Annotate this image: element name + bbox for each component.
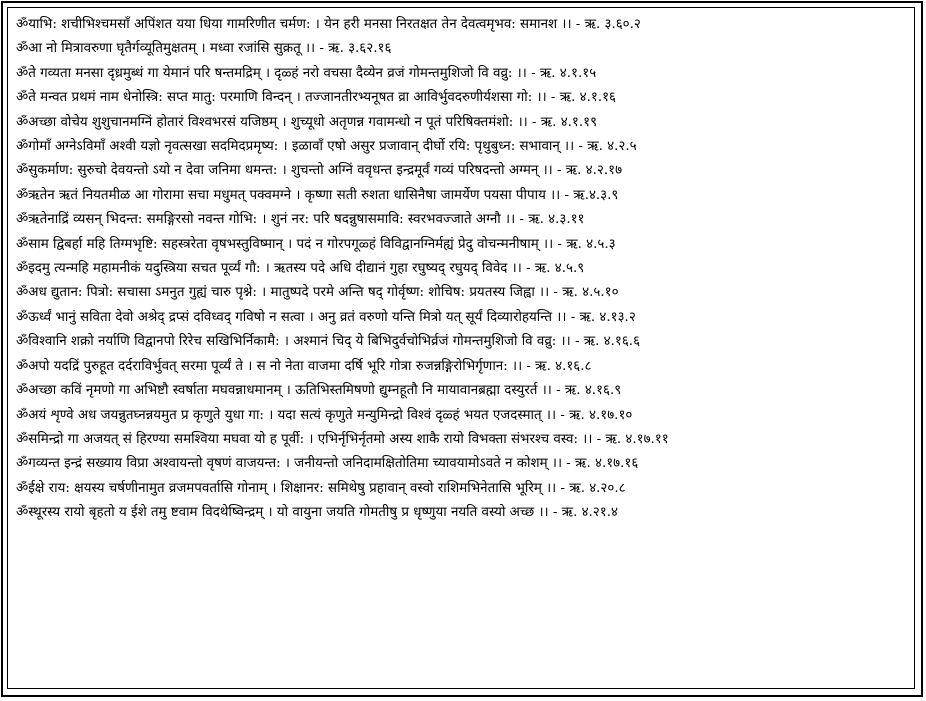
verse-line: ॐसुकर्माण: सुरुचो देवयन्तो ऽयो न देवा जनिमा धमन्त: । शुचन्तो अग्निं ववृधन्त इन्द्रमूर्वं गव्यं परिषदन्तो अग्मन् ।। - ऋ. ४.२.१७ — [16, 163, 623, 179]
verse-line: ॐऋतेन ऋतं नियतमीळ आ गोरामा सचा मधुमत् पक्वमग्ने । कृष्णा सती रुशता धासिनैषा जामर्येण पयसा पीपाय ।। - ऋ.४.३.९ — [16, 187, 619, 203]
verse-line: ॐअयं शृण्वे अध जयन्नुतघ्नन्नयमुत प्र कृणुते युधा गा: । यदा सत्यं कृणुते मन्युमिन्द्रो विश्वं दृळ्हं भयत एजदस्मात् ।। - ऋ. ४.१७.१० — [16, 407, 633, 423]
verse-line: ॐसाम द्विबर्हा महि तिग्मभृष्टि: सहस्त्ररेता वृषभस्तुविष्मान् । पदं न गोरपगूळ्हं विविद्वानग्निर्मह्यं प्रेदु वोचन्मनीषाम् ।। - ऋ. ४.५.३ — [16, 236, 616, 252]
verse-line: ॐते गव्यता मनसा दृध्रमुब्धं गा येमानं परि षन्तमद्रिम् । दृळ्हं नरो वचसा दैव्येन व्रजं गोमन्तमुशिजो वि वव्रु: ।। - ऋ. ४.१.१५ — [16, 65, 597, 81]
verse-panel — [7, 7, 915, 689]
verse-line: ॐअध द्युतान: पित्रो: सचासा ऽमनुत गुह्यं चारु पृश्ने: । मातुष्पदे परमे अन्ति षद् गोर्वृष्ण: शोचिष: प्रयतस्य जिह्वा ।। - ऋ. ४.५.१० — [16, 285, 619, 301]
verse-line: ॐऋतेनाद्रिं व्यसन् भिदन्त: समङ्गिरसो नवन्त गोभि: । शुनं नर: परि षदन्नुषासमावि: स्वरभवज्जाते अग्नौ ।। - ऋ. ४.३.११ — [16, 212, 585, 228]
verse-line: ॐगव्यन्त इन्द्रं सख्याय विप्रा अश्वायन्तो वृषणं वाजयन्त: । जनीयन्तो जनिदामक्षितोतिमा च्यावयामोऽवते न कोशम् ।। - ऋ. ४.१७.१६ — [16, 456, 639, 472]
verse-line: ॐते मन्वत प्रथमं नाम धेनोस्त्रि: सप्त मातु: परमाणि विन्दन् । तज्जानतीरभ्यनूषत व्रा आविर्भुवदरुणीर्यशसा गो: ।। - ऋ. ४.१.१६ — [16, 90, 617, 106]
verse-line: ॐआ नो मित्रावरुणा घृतैर्गव्यूतिमुक्षतम् । मध्वा रजांसि सुक्रतू ।। - ऋ. ३.६२.१६ — [16, 41, 392, 57]
verse-line: ॐसमिन्द्रो गा अजयत् सं हिरण्या समश्विया मघवा यो ह पूर्वी: । एभिर्नृभिर्नृतमो अस्य शाकै रायो विभक्ता संभरश्च वस्व: ।। - ऋ. ४.१७.११ — [16, 431, 669, 447]
verse-line: ॐऊर्ध्वं भानुं सविता देवो अश्रेद् द्रप्सं दविध्वद् गविषो न सत्वा । अनु व्रतं वरुणो यन्ति मित्रो यत् सूर्यं दिव्यारोहयन्ति ।। - ऋ. ४.१३.२ — [16, 309, 636, 325]
verse-line: ॐअच्छा कविं नृमणो गा अभिष्टौ स्वर्षाता मघवन्नाधमानम् । ऊतिभिस्तमिषणो द्युम्नहूतौ नि मायावानब्रह्मा दस्युरर्त ।। - ऋ. ४.१६.९ — [16, 383, 622, 399]
verse-line: ॐइदमु त्यन्महि महामनीकं यदुस्त्रिया सचत पूर्व्यं गौ: । ऋतस्य पदे अधि दीद्यानं गुहा रघुष्यद् रघुयद् विवेद ।। - ऋ. ४.५.९ — [16, 261, 585, 277]
verse-line: ॐअच्छा वोचेय शुशुचानमग्निं होतारं विश्वभरसं यजिष्ठम् । शुच्यूधो अतृणन्न गवामन्धो न पूतं परिषिक्तमंशो: ।। - ऋ. ४.१.१९ — [16, 114, 598, 130]
verse-line: ॐयाभि: शचीभिश्चमसाँ अपिंशत यया धिया गामरिणीत चर्मण: । येन हरी मनसा निरतक्षत तेन देवत्वमृभव: समानश ।। - ऋ. ३.६०.२ — [16, 17, 641, 32]
verse-line: ॐविश्वानि शक्रो नर्याणि विद्वानपो रिरेच सखिभिर्निकामै: । अश्मानं चिद् ये बिभिदुर्वचोभिर्व्रजं गोमन्तमुशिजो वि वव्रु: ।। - ऋ. ४.१६.६ — [16, 334, 641, 350]
verse-line: ॐस्थूरस्य रायो बृहतो य ईशे तमु ष्टवाम विदथेष्विन्द्रम् । यो वायुना जयति गोमतीषु प्र धृष्णुया नयति वस्यो अच्छ ।। - ऋ. ४.२१.४ — [16, 505, 618, 521]
verse-line: ॐअपो यदद्रिं पुरुहूत दर्दराविर्भुवत् सरमा पूर्व्यं ते । स नो नेता वाजमा दर्षि भूरि गोत्रा रुजन्नङ्गिरोभिर्गृणान: ।। - ऋ. ४.१६.८ — [16, 358, 592, 374]
verse-line: ॐईक्षे राय: क्षयस्य चर्षणीनामुत व्रजमपवर्तासि गोनाम् । शिक्षानर: समिथेषु प्रहावान् वस्वो राशिमभिनेतासि भूरिम् ।। - ऋ. ४.२०.८ — [16, 480, 626, 496]
verse-line: ॐगोमाँ अग्नेऽविमाँ अश्वी यज्ञो नृवत्सखा सदमिदप्रमृष्य: । इळावाँ एषो असुर प्रजावान् दीर्घो रयि: पृथुबुध्न: सभावान् ।। - ऋ. ४.२.५ — [16, 139, 637, 155]
